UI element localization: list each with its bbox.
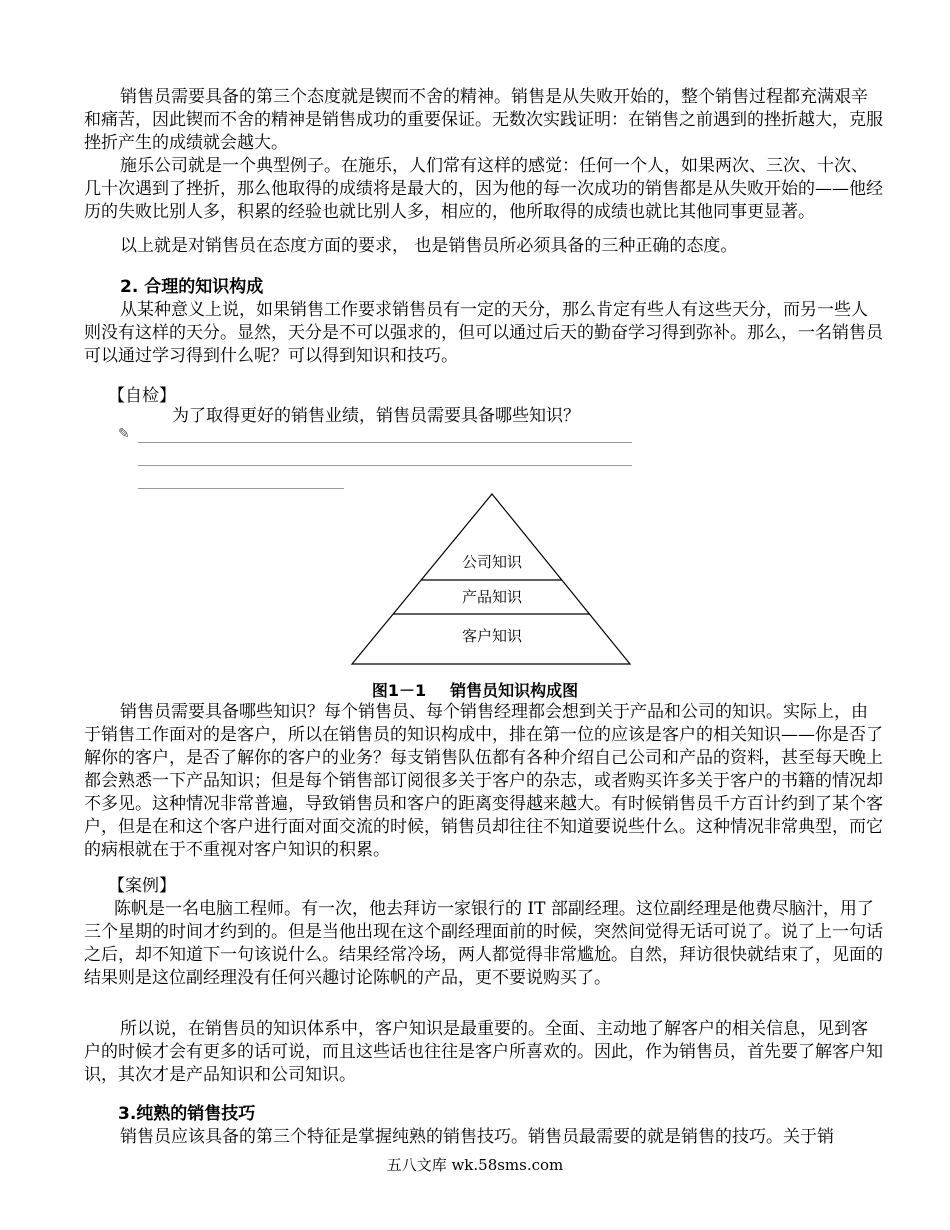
figure-caption bbox=[0, 678, 950, 701]
answer-line-1 bbox=[138, 442, 632, 443]
figure-number: 图1－1 bbox=[371, 681, 427, 700]
answer-line-2 bbox=[138, 465, 632, 466]
knowledge-pyramid bbox=[350, 492, 632, 668]
pencil-icon: ✎ bbox=[118, 426, 130, 442]
paragraph-perseverance: 销售员需要具备的第三个态度就是锲而不舍的精神。销售是从失败开始的，整个销售过程都充满艰辛和痛苦，因此锲而不舍的精神是销售成功的重要保证。无数次实践证明：在销售之前遇到的挫折越大，克服挫折产生的成绩就会越大。 bbox=[84, 87, 883, 153]
case-tag: 【案例】 bbox=[108, 876, 176, 896]
self-check-question: 为了取得更好的销售业绩，销售员需要具备哪些知识？ bbox=[172, 406, 580, 426]
pyramid-tier-customer: 客户知识 bbox=[461, 627, 523, 645]
paragraph-talent: 从某种意义上说，如果销售工作要求销售员有一定的天分，那么肯定有些人有这些天分，而另一些人则没有这样的天分。显然，天分是不可以强求的，但可以通过后天的勤奋学习得到弥补。那么，一名销售员可以通过学习得到什么呢？可以得到知识和技巧。 bbox=[84, 300, 883, 366]
paragraph-conclusion: 所以说，在销售员的知识体系中，客户知识是最重要的。全面、主动地了解客户的相关信息，见到客户的时候才会有更多的话可说，而且这些话也往往是客户所喜欢的。因此，作为销售员，首先要了解客户知识，其次才是产品知识和公司知识。 bbox=[84, 1019, 883, 1085]
self-check-tag: 【自检】 bbox=[108, 386, 176, 406]
paragraph-case-chenfan: 陈帆是一名电脑工程师。有一次，他去拜访一家银行的 IT 部副经理。这位副经理是他费尽脑汁，用了三个星期的时间才约到的。但是当他出现在这个副经理面前的时候，突然间觉得无话可说了。说了上一句话之后，却不知道下一句该说什么。结果经常冷场，两人都觉得非常尴尬。自然，拜访很快就结束了，见面的结果则是这位副经理没有任何兴趣讨论陈帆的产品，更不要说购买了。 bbox=[84, 899, 883, 988]
pyramid-tier-product: 产品知识 bbox=[461, 588, 523, 606]
figure-title: 销售员知识构成图 bbox=[450, 681, 579, 700]
section-title-skills: 3.纯熟的销售技巧 bbox=[118, 1104, 256, 1124]
paragraph-attitude-summary: 以上就是对销售员在态度方面的要求， 也是销售员所必须具备的三种正确的态度。 bbox=[120, 236, 738, 256]
answer-line-3 bbox=[138, 488, 344, 489]
pyramid-tier-company: 公司知识 bbox=[461, 553, 523, 571]
footer-watermark: 五八文库 wk.58sms.com bbox=[386, 1156, 564, 1174]
paragraph-xerox-example: 施乐公司就是一个典型例子。在施乐，人们常有这样的感觉：任何一个人，如果两次、三次、十次、几十次遇到了挫折，那么他取得的成绩将是最大的，因为他的每一次成功的销售都是从失败开始的——他经历的失败比别人多，积累的经验也就比别人多，相应的，他所取得的成绩也就比其他同事更显著。 bbox=[84, 156, 883, 222]
paragraph-knowledge-needed: 销售员需要具备哪些知识？每个销售员、每个销售经理都会想到关于产品和公司的知识。实际上，由于销售工作面对的是客户，所以在销售员的知识构成中，排在第一位的应该是客户的相关知识——你是否了解你的客户，是否了解你的客户的业务？每支销售队伍都有各种介绍自己公司和产品的资料，甚至每天晚上都会熟悉一下产品知识；但是每个销售部订阅很多关于客户的杂志，或者购买许多关于客户的书籍的情况却不多见。这种情况非常普遍，导致销售员和客户的距离变得越来越大。有时候销售员千方百计约到了某个客户，但是在和这个客户进行面对面交流的时候，销售员却往往不知道要说些什么。这种情况非常典型，而它的病根就在于不重视对客户知识的积累。 bbox=[84, 702, 883, 860]
paragraph-skills: 销售员应该具备的第三个特征是掌握纯熟的销售技巧。销售员最需要的就是销售的技巧。关于销 bbox=[120, 1127, 834, 1147]
section-title-knowledge: 2. 合理的知识构成 bbox=[120, 277, 264, 297]
